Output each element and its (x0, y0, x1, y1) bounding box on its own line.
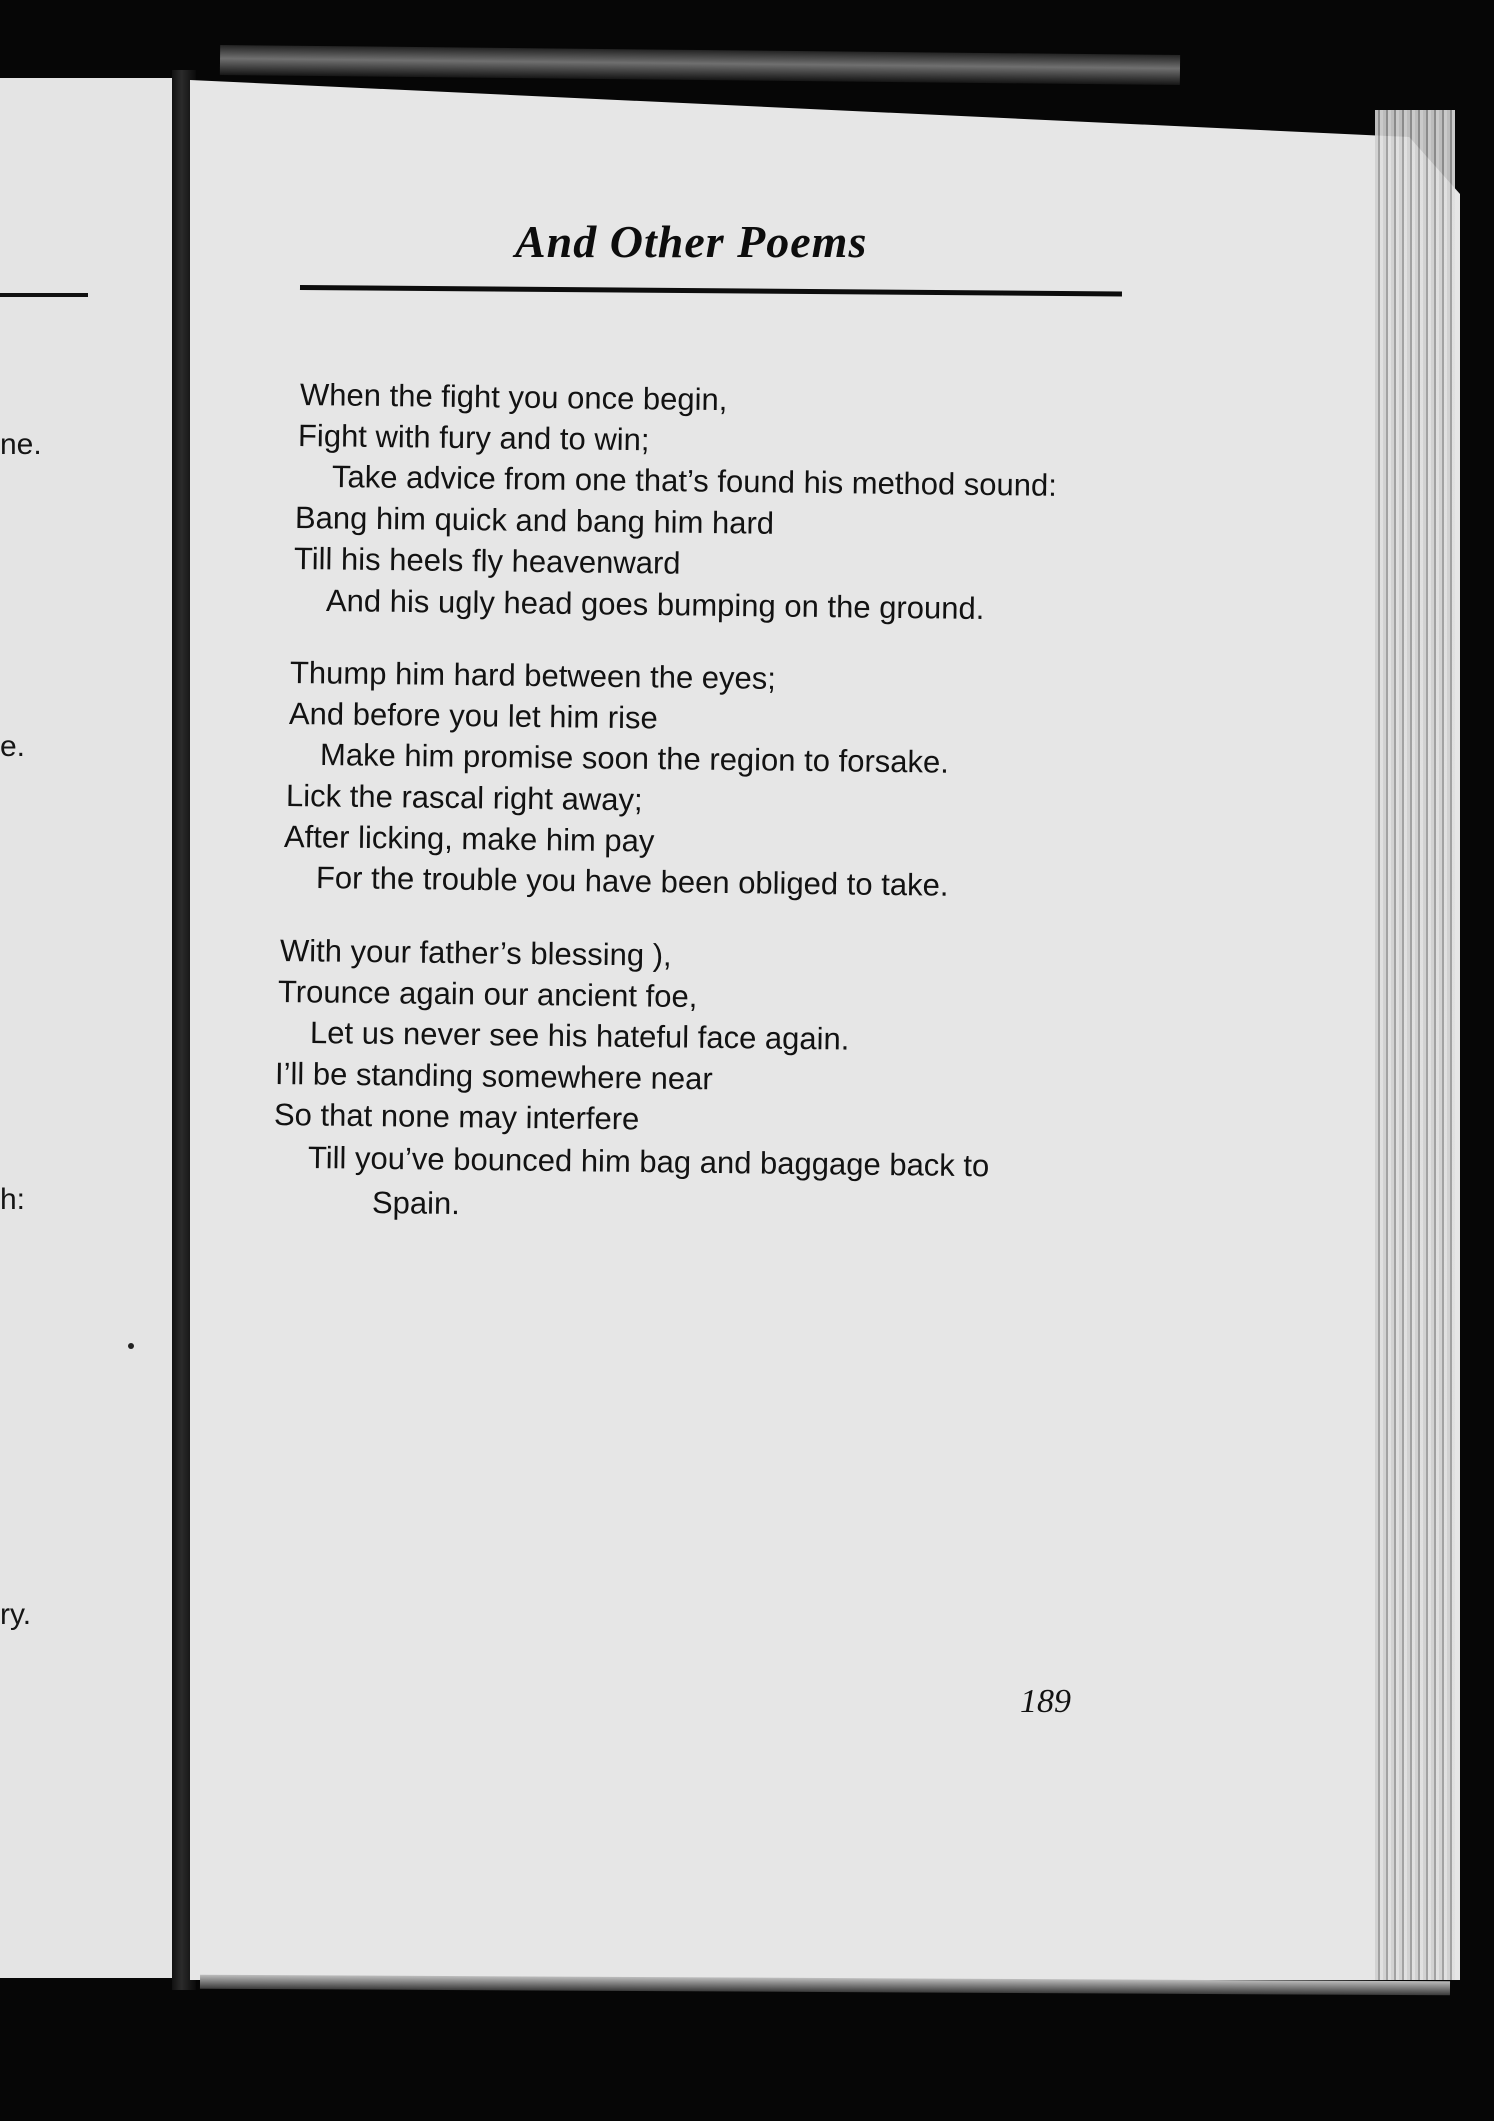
poem-line: So that none may interfere (273, 1097, 640, 1137)
poem-line: Fight with fury and to win; (297, 418, 650, 458)
poem-line: And his ugly head goes bumping on the ground. (325, 583, 985, 627)
poem-line: I’ll be standing somewhere near (274, 1056, 713, 1097)
poem-line: Take advice from one that’s found his method sound: (331, 459, 1058, 503)
running-head: And Other Poems (515, 216, 868, 267)
poem-line: Trounce again our ancient foe, (277, 974, 698, 1015)
left-page-fragment: ne. (0, 428, 42, 461)
poem-line: For the trouble you have been obliged to take. (315, 860, 949, 903)
poem-line: Till you’ve bounced him bag and baggage back to (307, 1140, 990, 1184)
poem-line: Spain. (371, 1185, 461, 1222)
left-page-fragment: ry. (0, 1598, 32, 1631)
poem-line: After licking, make him pay (283, 819, 655, 859)
poem-line: And before you let him rise (288, 696, 658, 736)
left-page-fragment: e. (0, 730, 26, 763)
poem-line: Bang him quick and bang him hard (294, 500, 775, 541)
poem-line: Let us never see his hateful face again. (309, 1015, 850, 1057)
poem-line: With your father’s blessing ), (279, 933, 672, 973)
page-number: 189 (1020, 1683, 1071, 1720)
left-page-fragment: h: (0, 1183, 26, 1216)
poem-line: Lick the rascal right away; (285, 778, 643, 818)
poem-line: Till his heels fly heavenward (293, 541, 681, 581)
poem-line: Thump him hard between the eyes; (289, 655, 777, 696)
poem-line: Make him promise soon the region to forsake. (319, 737, 950, 780)
poem-line: When the fight you once begin, (299, 377, 728, 418)
